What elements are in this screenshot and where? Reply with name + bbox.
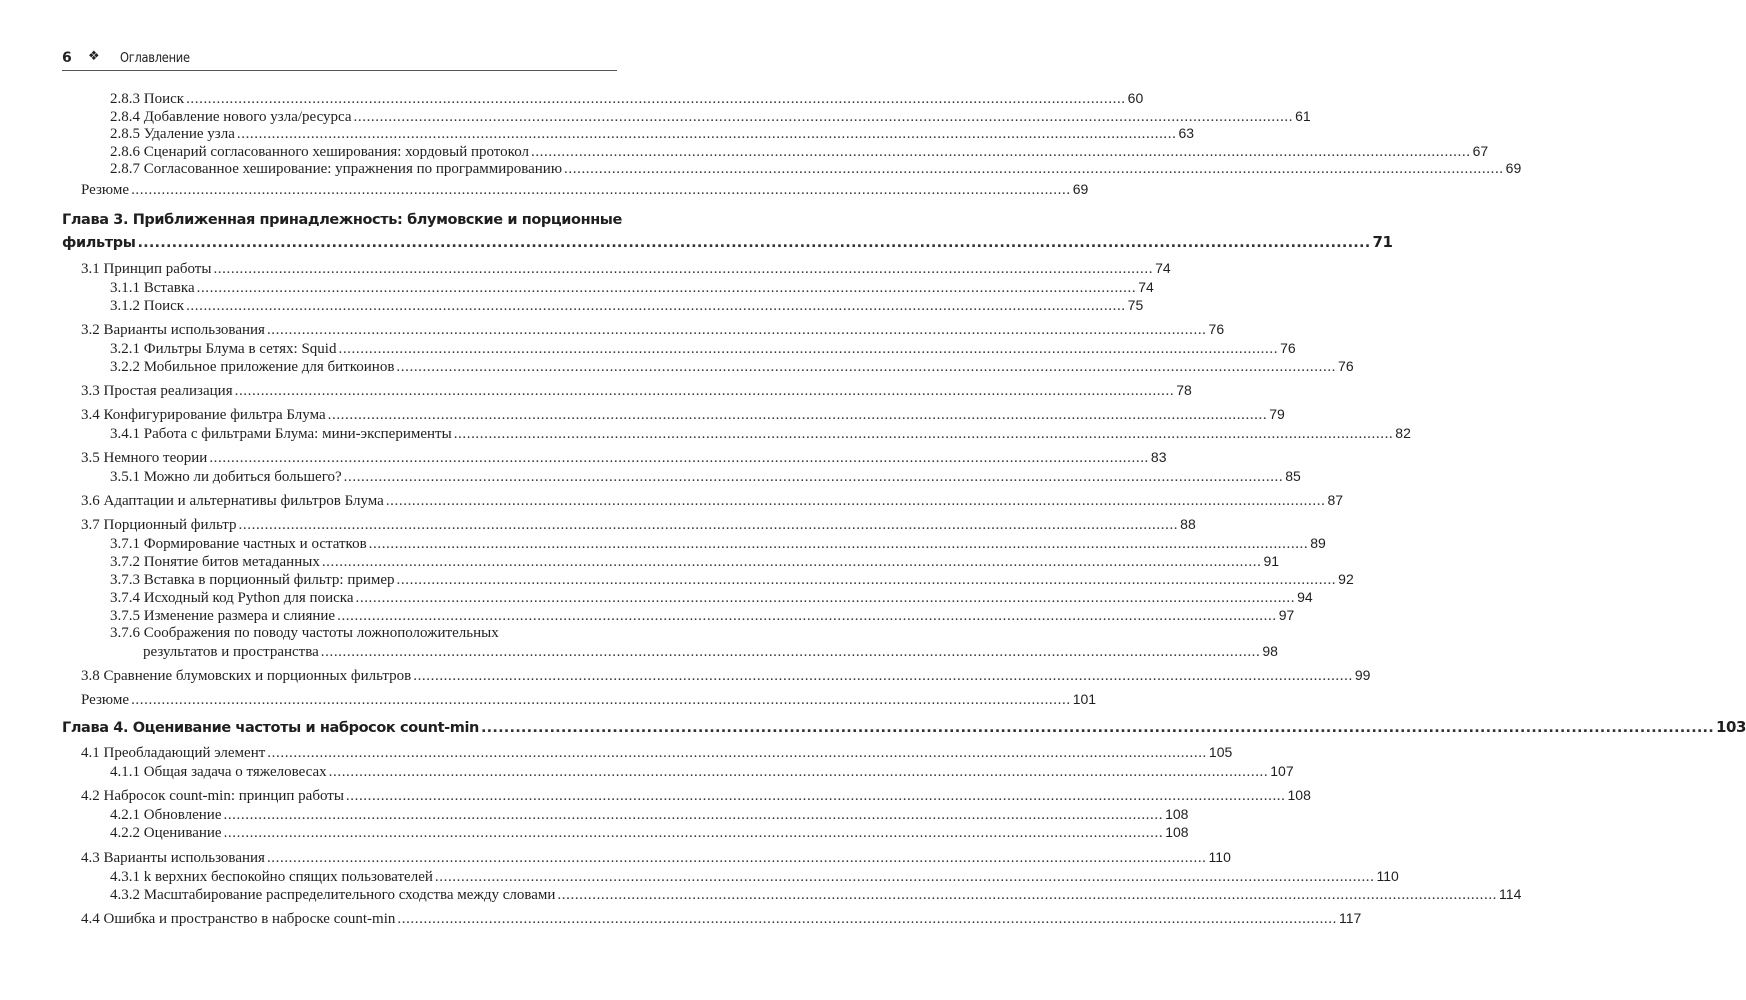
- toc-entry-summary[interactable]: Резюме ..... 69: [0, 180, 698, 198]
- toc-section[interactable]: 3.1 Принцип работы ..... 74: [0, 259, 698, 277]
- toc-entry[interactable]: 3.7.2 Понятие битов метаданных ..... 91: [0, 552, 727, 570]
- toc-entry[interactable]: 3.7.3 Вставка в порционный фильтр: пример ..... 92: [0, 570, 727, 588]
- header-rule: [62, 70, 617, 71]
- toc-entry[interactable]: 3.1.1 Вставка ..... 74: [0, 278, 727, 296]
- toc-chapter[interactable]: фильтры ..... 71: [0, 233, 679, 251]
- toc-entry[interactable]: 3.5.1 Можно ли добиться большего? ..... 85: [0, 467, 727, 485]
- toc-entry-title-line[interactable]: 3.7.6 Соображения по поводу частоты ложноположительных: [110, 625, 499, 641]
- toc-entry[interactable]: 3.4.1 Работа с фильтрами Блума: мини-эксперименты ..... 82: [0, 424, 727, 442]
- toc-entry[interactable]: 3.2.2 Мобильное приложение для биткоинов ..... 76: [0, 357, 727, 375]
- toc-entry[interactable]: 3.7.1 Формирование частных и остатков ..... 89: [0, 534, 727, 552]
- running-header: [62, 48, 617, 70]
- toc-section[interactable]: 4.4 Ошибка и пространство в наброске count-min ..... 117: [0, 909, 698, 927]
- toc-entry-summary[interactable]: Резюме ..... 101: [0, 690, 698, 708]
- toc-entry[interactable]: 3.7.5 Изменение размера и слияние ..... 97: [0, 606, 727, 624]
- toc-section[interactable]: 3.8 Сравнение блумовских и порционных фильтров ..... 99: [0, 666, 698, 684]
- toc-section[interactable]: 3.7 Порционный фильтр ..... 88: [0, 515, 698, 533]
- toc-section[interactable]: 4.3 Варианты использования ..... 110: [0, 848, 698, 866]
- toc-entry[interactable]: 2.8.5 Удаление узла ..... 63: [0, 124, 727, 142]
- toc-entry[interactable]: результатов и пространства ..... 98: [0, 642, 760, 660]
- toc-section[interactable]: 3.6 Адаптации и альтернативы фильтров Блума ..... 87: [0, 491, 698, 509]
- toc-section[interactable]: 3.4 Конфигурирование фильтра Блума ..... 79: [0, 405, 698, 423]
- toc-section[interactable]: 4.2 Набросок count-min: принцип работы ..... 108: [0, 786, 698, 804]
- toc-chapter[interactable]: Глава 4. Оценивание частоты и набросок count-min ..... 103: [0, 718, 679, 736]
- toc-entry[interactable]: 2.8.6 Сценарий согласованного хеширования: хордовый протокол ..... 67: [0, 142, 727, 160]
- toc-entry[interactable]: 3.7.4 Исходный код Python для поиска ..... 94: [0, 588, 727, 606]
- toc-entry[interactable]: 2.8.4 Добавление нового узла/ресурса ..... 61: [0, 107, 727, 125]
- toc-entry[interactable]: 2.8.7 Согласованное хеширование: упражнения по программированию ..... 69: [0, 159, 727, 177]
- toc-section[interactable]: 3.3 Простая реализация ..... 78: [0, 381, 698, 399]
- toc-section[interactable]: 3.2 Варианты использования ..... 76: [0, 320, 698, 338]
- running-title: Оглавление: [120, 51, 190, 66]
- page-number: 6: [62, 50, 72, 66]
- toc-entry[interactable]: 4.3.2 Масштабирование распределительного сходства между словами ..... 114: [0, 885, 727, 903]
- toc-entry[interactable]: 2.8.3 Поиск ..... 60: [0, 89, 727, 107]
- ornament-icon: ❖: [88, 49, 100, 64]
- toc-entry[interactable]: 4.2.1 Обновление ..... 108: [0, 805, 727, 823]
- toc-entry[interactable]: 3.2.1 Фильтры Блума в сетях: Squid ..... 76: [0, 339, 727, 357]
- toc-section[interactable]: 3.5 Немного теории ..... 83: [0, 448, 698, 466]
- toc-entry[interactable]: 3.1.2 Поиск ..... 75: [0, 296, 727, 314]
- toc-section[interactable]: 4.1 Преобладающий элемент ..... 105: [0, 743, 698, 761]
- toc-entry[interactable]: 4.2.2 Оценивание ..... 108: [0, 823, 727, 841]
- toc-chapter-title-line[interactable]: Глава 3. Приближенная принадлежность: блумовские и порционные: [62, 212, 622, 228]
- toc-entry[interactable]: 4.1.1 Общая задача о тяжеловесах ..... 107: [0, 762, 727, 780]
- toc-entry[interactable]: 4.3.1 k верхних беспокойно спящих пользователей ..... 110: [0, 867, 727, 885]
